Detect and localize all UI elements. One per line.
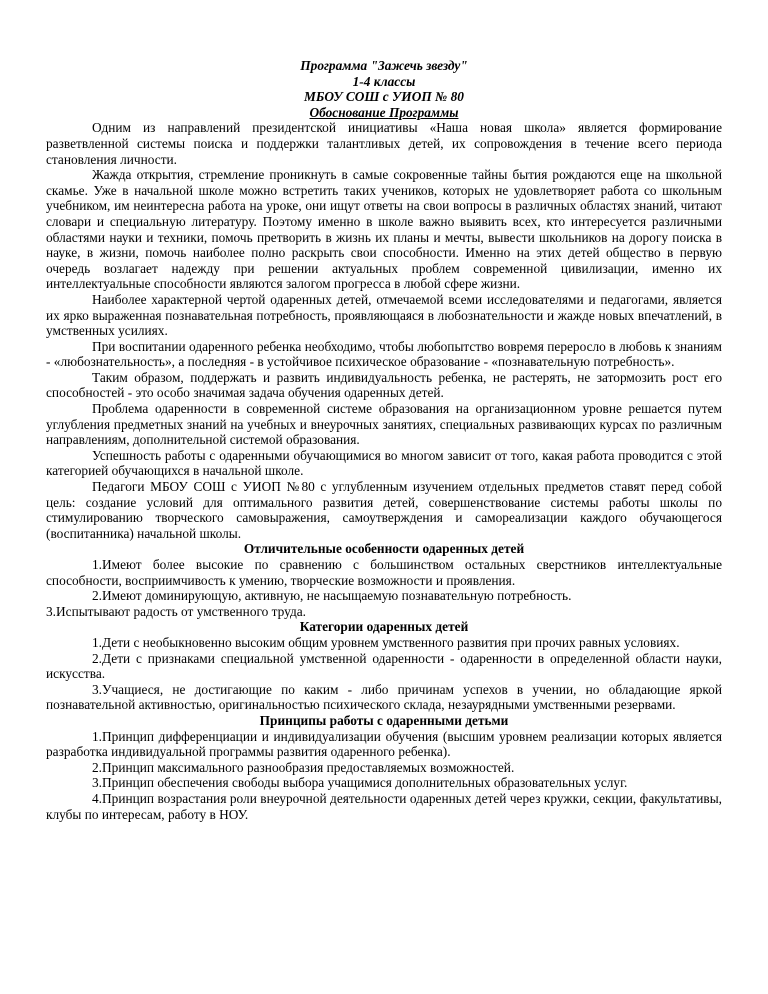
category-item: 3.Учащиеся, не достигающие по каким - либо причинам успехов в учении, но обладающие яркой познавательной активностью, оригинальностью психического склада, незаурядными умственными резервами. <box>46 681 722 713</box>
paragraph: Успешность работы с одаренными обучающимися во многом зависит от того, какая работа проводится с этой категорией обучающихся в начальной школе. <box>46 447 722 479</box>
feature-item: 2.Имеют доминирующую, активную, не насыщаемую познавательную потребность. <box>92 588 572 604</box>
paragraph: При воспитании одаренного ребенка необходимо, чтобы любопытство вовремя переросло в любовь к знаниям - «любознательность», а последняя - в устойчивое психическое образование - «познавательную потребность». <box>46 338 722 370</box>
program-title: Программа "Зажечь звезду" <box>300 58 468 73</box>
category-item: 2.Дети с признаками специальной умственной одаренности - одаренности в определенной области науки, искусства. <box>46 650 722 682</box>
rationale-heading: Обоснование Программы <box>309 104 459 120</box>
feature-item: 3.Испытывают радость от умственного труда. <box>46 603 307 619</box>
features-heading: Отличительные особенности одаренных детей <box>243 541 525 557</box>
categories-heading: Категории одаренных детей <box>299 619 469 635</box>
category-item: 1.Дети с необыкновенно высоким общим уровнем умственного развития при прочих равных условиях. <box>92 634 680 650</box>
paragraph: Проблема одаренности в современной системе образования на организационном уровне решается путем углубления предметных знаний на учебных и внеурочных занятиях, специальных развивающих курсах по различным направлениям, дополнительной системой образования. <box>46 401 722 448</box>
paragraph: Педагоги МБОУ СОШ с УИОП №80 с углубленным изучением отдельных предметов ставят перед собой цель: создание условий для оптимального развития детей, совершенствование системы работы школы по стимулированию творческого самовыражения, самоутверждения и самореализации каждого обучающегося (воспитанника) начальной школы. <box>46 479 722 541</box>
principle-item: 4.Принцип возрастания роли внеурочной деятельности одаренных детей через кружки, секции, факультативы, клубы по интересам, работу в НОУ. <box>46 790 722 822</box>
principles-heading: Принципы работы с одаренными детьми <box>259 712 509 728</box>
principle-item: 2.Принцип максимального разнообразия предоставляемых возможностей. <box>92 759 515 775</box>
principle-item: 1.Принцип дифференциации и индивидуализации обучения (высшим уровнем реализации которых является разработка индивидуальной программы развития одаренного ребенка). <box>46 728 722 760</box>
document-page <box>46 58 722 822</box>
paragraph: Наиболее характерной чертой одаренных детей, отмечаемой всеми исследователями и педагогами, является их ярко выраженная познавательная потребность, проявляющаяся в любознательности и жажде новых впечатлений, в умственных усилиях. <box>46 291 722 339</box>
paragraph: Жажда открытия, стремление проникнуть в самые сокровенные тайны бытия рождаются еще на школьной скамье. Уже в начальной школе можно встретить таких учеников, которых не удовлетворяет работа со школьным учебником, им неинтересна работа на уроке, они ищут ответы на свои вопросы в различных областях знаний, читают словари и специальную литературу. Поэтому именно в школе важно выявить всех, кто интересуется различными областями науки и техники, помочь претворить в жизнь их планы и мечты, вывести школьников на дорогу поиска в науке, в жизни, помочь наиболее полно раскрыть свои способности. Именно на этих детей общество в первую очередь возлагает надежду при решении актуальных проблем современной цивилизации, именно их интеллектуальные способности являются залогом прогресса в любой сфере жизни. <box>46 167 722 292</box>
paragraph: Таким образом, поддержать и развить индивидуальность ребенка, не растерять, не затормозить рост его способностей - это особо значимая задача обучения одаренных детей. <box>46 369 722 401</box>
paragraph: Одним из направлений президентской инициативы «Наша новая школа» является формирование разветвленной системы поиска и поддержки талантливых детей, их сопровождения в течение всего периода становления личности. <box>46 120 722 167</box>
school-name: МБОУ СОШ с УИОП № 80 <box>304 89 464 105</box>
feature-item: 1.Имеют более высокие по сравнению с большинством остальных сверстников интеллектуальные способности, восприимчивость к умению, творческие возможности и проявления. <box>46 557 722 588</box>
grades-line: 1-4 классы <box>352 73 416 89</box>
document-header <box>46 58 722 120</box>
principle-item: 3.Принцип обеспечения свободы выбора учащимися дополнительных образовательных услуг. <box>92 775 628 791</box>
